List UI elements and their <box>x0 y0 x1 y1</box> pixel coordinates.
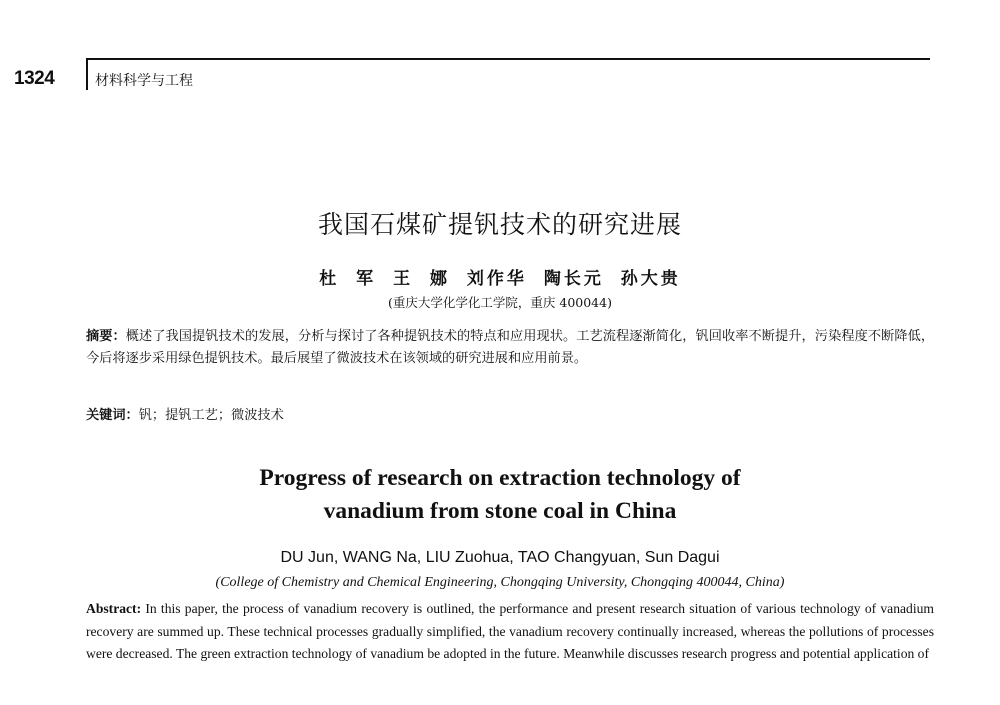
chinese-keywords-text: 钒；提钒工艺；微波技术 <box>138 408 284 423</box>
english-authors: DU Jun, WANG Na, LIU Zuohua, TAO Changyuan, Sun Dagui <box>280 549 720 566</box>
journal-name: 材料科学与工程 <box>95 73 193 89</box>
header-rule <box>86 58 930 60</box>
english-affiliation: (College of Chemistry and Chemical Engineering, Chongqing University, Chongqing 400044, China) <box>215 575 785 590</box>
page-header <box>0 58 930 98</box>
chinese-abstract-label: 摘要： <box>86 329 126 344</box>
header-divider <box>86 58 88 90</box>
english-title <box>0 462 1000 528</box>
chinese-keywords-label: 关键词： <box>86 408 139 423</box>
chinese-abstract <box>86 326 934 370</box>
english-abstract <box>86 598 934 666</box>
english-title-line-1: Progress of research on extraction technology of <box>259 465 741 491</box>
english-title-line-2: vanadium from stone coal in China <box>323 498 677 524</box>
chinese-abstract-text: 概述了我国提钒技术的发展，分析与探讨了各种提钒技术的特点和应用现状。工艺流程逐渐简化，钒回收率不断提升，污染程度不断降低，今后将逐步采用绿色提钒技术。最后展望了微波技术在该领域的研究进展和应用前景。 <box>86 329 935 366</box>
chinese-affiliation: (重庆大学化学化工学院，重庆 400044) <box>388 295 612 310</box>
english-abstract-text: In this paper, the process of vanadium recovery is outlined, the performance and present research situation of various technology of vanadium recovery are summed up. These technical processes gradually simplified, the vanadium recovery continually increased, whereas the pollutions of processes were decreased. The green extraction technology of vanadium be adopted in the future. Meanwhile discusses research progress and potential application of <box>86 601 934 661</box>
chinese-title: 我国石煤矿提钒技术的研究进展 <box>317 210 682 239</box>
chinese-keywords <box>86 404 934 423</box>
chinese-authors: 杜 军 王 娜 刘作华 陶长元 孙大贵 <box>319 269 681 289</box>
english-abstract-label: Abstract: <box>86 601 142 616</box>
page-number: 1324 <box>14 68 55 89</box>
